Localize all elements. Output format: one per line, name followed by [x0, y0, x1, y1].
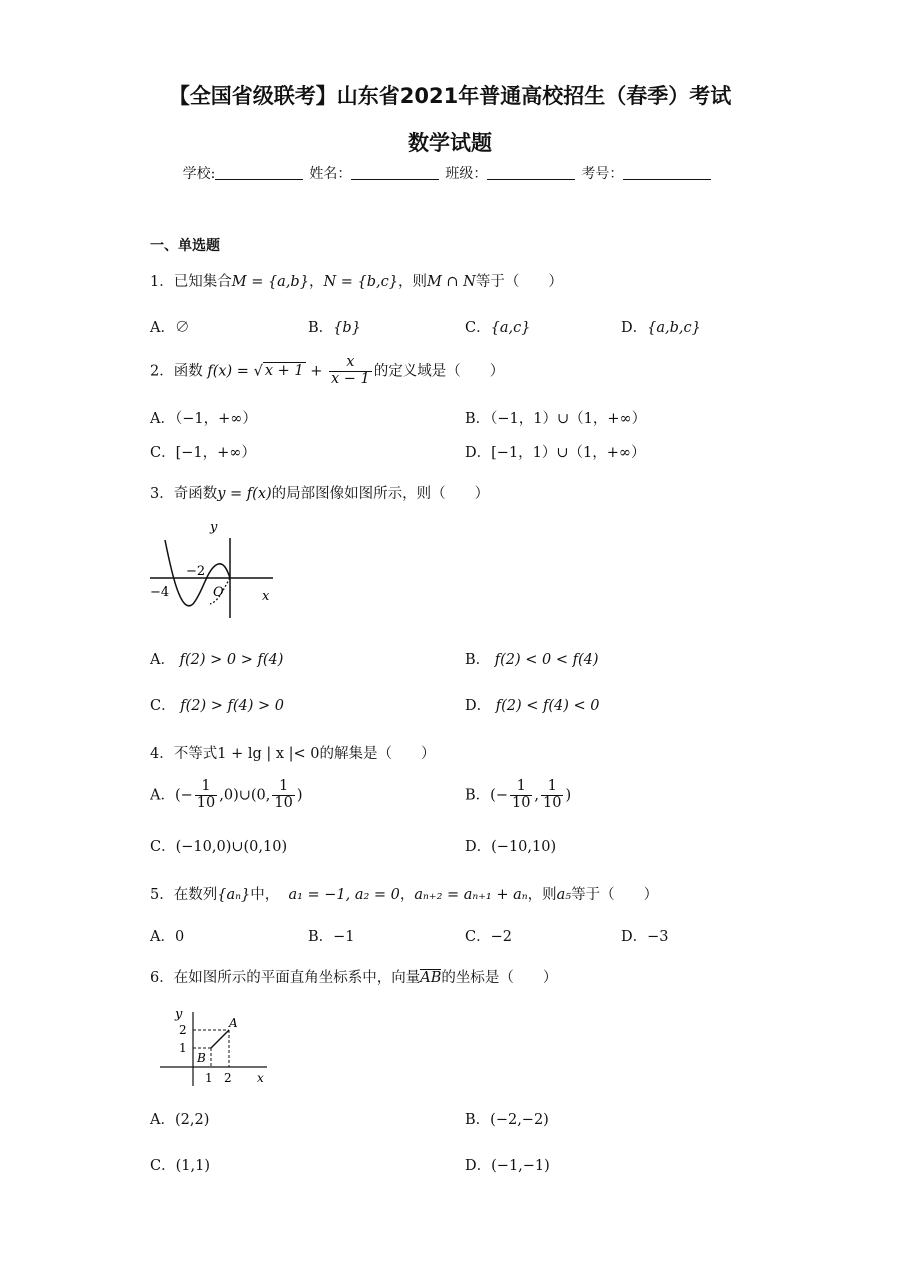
- point-b-label: B: [197, 1051, 206, 1065]
- q1-option-a[interactable]: A．∅: [150, 320, 190, 336]
- q-stem: 已知集合: [173, 274, 232, 290]
- x-axis-label: x: [257, 1071, 264, 1085]
- q3-option-d[interactable]: D． f(2) < f(4) < 0: [465, 698, 600, 714]
- y-axis-label: y: [175, 1007, 183, 1022]
- q-stem: 等于（ ）: [475, 274, 563, 290]
- class-label: 班级：: [445, 166, 488, 182]
- question-6: 6．在如图所示的平面直角坐标系中，向量AB的坐标是（ ）: [150, 970, 558, 986]
- q-expr: M ∩ N: [426, 274, 476, 290]
- tick-x1: 1: [205, 1071, 213, 1085]
- student-info-line: [0, 163, 900, 183]
- question-1: 1．已知集合M = {a,b}，N = {b,c}，则M ∩ N等于（ ）: [150, 274, 563, 290]
- fraction: $\frac{x}{x - 1}$: [330, 354, 370, 387]
- id-blank[interactable]: [623, 166, 711, 180]
- name-blank[interactable]: [351, 166, 439, 180]
- set-n: N = {b,c}: [323, 274, 398, 290]
- section-title: 一、单选题: [150, 238, 220, 254]
- q4-option-d[interactable]: D．(−10,10): [465, 839, 557, 855]
- origin-label: O: [213, 585, 224, 600]
- q4-option-c[interactable]: C．(−10,0)∪(0,10): [150, 839, 288, 855]
- sqrt-arg: x + 1: [264, 363, 304, 380]
- coordinate-figure: [155, 1002, 275, 1088]
- q-number: 1．: [150, 274, 174, 290]
- q2-option-d[interactable]: D．[−1，1）∪（1，+∞）: [465, 445, 646, 461]
- q4-option-b[interactable]: B．(− $\frac{1}{10}$ , $\frac{1}{10}$ ): [465, 778, 572, 811]
- q3-option-c[interactable]: C． f(2) > f(4) > 0: [150, 698, 284, 714]
- question-4: 4．不等式1 + lg | x |< 0的解集是（ ）: [150, 746, 436, 762]
- y-axis-label: y: [210, 520, 218, 535]
- q5-option-c[interactable]: C．−2: [465, 929, 512, 945]
- q6-option-b[interactable]: B．(−2,−2): [465, 1112, 549, 1128]
- sqrt-icon: √: [253, 363, 263, 380]
- q3-option-b[interactable]: B． f(2) < 0 < f(4): [465, 652, 599, 668]
- q5-option-b[interactable]: B．−1: [308, 929, 355, 945]
- q2-option-c[interactable]: C．[−1，+∞）: [150, 445, 256, 461]
- q1-option-d[interactable]: D．{a,b,c}: [621, 320, 701, 336]
- school-blank[interactable]: [215, 166, 303, 180]
- q2-option-b[interactable]: B．（−1，1）∪（1，+∞）: [465, 411, 647, 427]
- q4-option-a[interactable]: A．(− $\frac{1}{10}$ ,0)∪(0, $\frac{1}{10}$ ): [150, 778, 303, 811]
- q1-option-b[interactable]: B．{b}: [308, 320, 361, 336]
- class-blank[interactable]: [487, 166, 575, 180]
- tick-x2: 2: [224, 1071, 232, 1085]
- q3-option-a[interactable]: A． f(2) > 0 > f(4): [150, 652, 284, 668]
- q5-option-a[interactable]: A．0: [150, 929, 185, 945]
- exam-title: 【全国省级联考】山东省2021年普通高校招生（春季）考试: [168, 84, 732, 108]
- name-label: 姓名：: [309, 166, 352, 182]
- q6-option-d[interactable]: D．(−1,−1): [465, 1158, 550, 1174]
- question-2: 2．函数 f(x) = √ x + 1 + $\frac{x}{x - 1}$ 的定义域是（ ）: [150, 354, 505, 387]
- exam-subtitle: 数学试题: [408, 131, 492, 155]
- odd-function-graph: [148, 520, 278, 620]
- function-expr: f(x) =: [207, 363, 249, 380]
- question-5: 5．在数列{aₙ}中， a₁ = −1, a₂ = 0，aₙ₊₂ = aₙ₊₁ + aₙ，则a₅等于（ ）: [150, 887, 659, 903]
- set-m: M = {a,b}: [231, 274, 309, 290]
- q6-option-a[interactable]: A．(2,2): [150, 1112, 210, 1128]
- point-a-label: A: [229, 1016, 238, 1030]
- id-label: 考号：: [581, 166, 624, 182]
- tick-y1: 1: [179, 1041, 187, 1055]
- tick-neg4: −4: [150, 585, 170, 600]
- vector-ab: AB: [420, 970, 442, 986]
- q5-option-d[interactable]: D．−3: [621, 929, 669, 945]
- school-label: 学校:: [182, 166, 216, 182]
- tick-y2: 2: [179, 1023, 187, 1037]
- tick-neg2: −2: [186, 564, 206, 579]
- q2-option-a[interactable]: A．（−1，+∞）: [150, 411, 257, 427]
- q1-option-c[interactable]: C．{a,c}: [465, 320, 531, 336]
- question-3: 3．奇函数y = f(x)的局部图像如图所示，则（ ）: [150, 486, 490, 502]
- q6-option-c[interactable]: C．(1,1): [150, 1158, 210, 1174]
- q-stem: ，则: [397, 274, 427, 290]
- x-axis-label: x: [262, 589, 270, 604]
